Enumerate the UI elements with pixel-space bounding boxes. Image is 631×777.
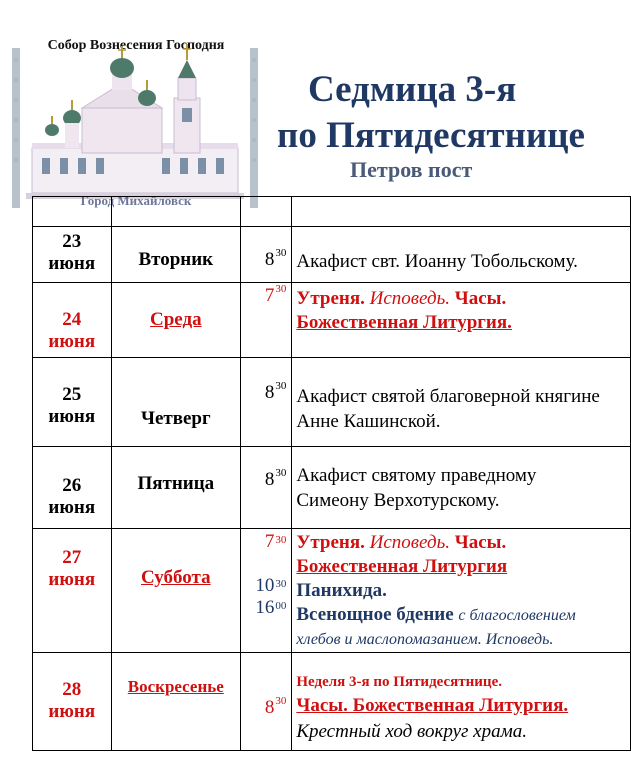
time-minutes: 30 bbox=[275, 695, 287, 707]
time-hour: 16 bbox=[255, 597, 275, 618]
event-line: Анне Кашинской. bbox=[296, 411, 441, 432]
event-hours: Часы. bbox=[454, 532, 507, 553]
event-line bbox=[296, 287, 630, 311]
table-row bbox=[33, 529, 631, 653]
event-cell bbox=[292, 529, 631, 653]
event-cell bbox=[292, 227, 631, 283]
day-cell bbox=[111, 529, 240, 653]
table-row bbox=[33, 283, 631, 358]
time-hour: 8 bbox=[264, 469, 275, 490]
event-line bbox=[296, 531, 630, 555]
day-label: Четверг bbox=[141, 408, 211, 429]
date-number: 27 bbox=[62, 547, 82, 568]
date-cell bbox=[33, 358, 112, 447]
time-hour: 10 bbox=[255, 575, 275, 596]
date-number: 25 bbox=[62, 384, 82, 405]
time-value bbox=[241, 531, 291, 553]
time-cell bbox=[241, 283, 292, 358]
event-line: хлебов и маслопомазанием. Исповедь. bbox=[296, 631, 554, 648]
day-label: Вторник bbox=[138, 249, 214, 270]
date-cell bbox=[33, 227, 112, 283]
date-month: июня bbox=[48, 253, 96, 274]
day-cell bbox=[111, 447, 240, 529]
time-cell bbox=[241, 227, 292, 283]
date-month: июня bbox=[48, 569, 96, 590]
time-hour: 7 bbox=[264, 531, 275, 552]
page-title: Седмица 3-я bbox=[308, 69, 517, 110]
date-month: июня bbox=[48, 406, 96, 427]
event-line: Акафист святой благоверной княгине bbox=[296, 386, 600, 407]
time-hour: 8 bbox=[264, 697, 275, 718]
table-row bbox=[33, 653, 631, 751]
table-row bbox=[33, 358, 631, 447]
event-confession: Исповедь. bbox=[369, 288, 450, 309]
event-hours: Часы. bbox=[454, 288, 507, 309]
day-cell bbox=[111, 283, 240, 358]
header-cell bbox=[33, 197, 112, 227]
date-number: 24 bbox=[62, 309, 82, 330]
time-hour: 7 bbox=[264, 285, 275, 306]
day-label: Суббота bbox=[141, 567, 211, 588]
date-number: 28 bbox=[62, 679, 82, 700]
date-cell bbox=[33, 283, 112, 358]
time-value bbox=[241, 285, 291, 307]
time-cell bbox=[241, 447, 292, 529]
day-label: Среда bbox=[150, 309, 202, 330]
event-line: Акафист святому праведному bbox=[296, 465, 537, 486]
date-cell bbox=[33, 447, 112, 529]
event-liturgy: Часы. Божественная Литургия. bbox=[296, 695, 569, 716]
header-cell bbox=[241, 197, 292, 227]
day-label: Воскресенье bbox=[127, 677, 224, 696]
event-cell bbox=[292, 283, 631, 358]
event-vigil-note: с благословением bbox=[458, 607, 576, 624]
event-line: Акафист свт. Иоанну Тобольскому. bbox=[296, 251, 578, 272]
event-matins: Утреня. bbox=[296, 532, 365, 553]
day-cell bbox=[111, 358, 240, 447]
header bbox=[0, 0, 631, 208]
time-hour: 8 bbox=[264, 382, 275, 403]
event-panikhida: Панихида. bbox=[296, 580, 387, 601]
date-cell bbox=[33, 529, 112, 653]
header-cell bbox=[111, 197, 240, 227]
event-cell bbox=[292, 358, 631, 447]
table-header-row bbox=[33, 197, 631, 227]
date-number: 26 bbox=[62, 475, 82, 496]
day-label: Пятница bbox=[137, 473, 215, 494]
time-minutes: 30 bbox=[275, 467, 287, 479]
event-line: Симеону Верхотурскому. bbox=[296, 490, 500, 511]
time-minutes: 30 bbox=[275, 247, 287, 259]
event-procession: Крестный ход вокруг храма. bbox=[296, 721, 527, 742]
event-feast-title: Неделя 3-я по Пятидесятнице. bbox=[296, 674, 502, 690]
event-vigil: Всенощное бдение bbox=[296, 604, 454, 625]
date-month: июня bbox=[48, 701, 96, 722]
header-cell bbox=[292, 197, 631, 227]
event-liturgy: Божественная Литургия. bbox=[296, 312, 512, 333]
time-value bbox=[241, 697, 291, 719]
time-minutes: 30 bbox=[275, 578, 287, 590]
time-value bbox=[241, 249, 291, 271]
time-value bbox=[241, 575, 291, 597]
time-value bbox=[241, 597, 291, 619]
time-value bbox=[241, 469, 291, 491]
time-value bbox=[241, 382, 291, 404]
event-liturgy: Божественная Литургия bbox=[296, 556, 508, 577]
event-matins: Утреня. bbox=[296, 288, 365, 309]
day-cell bbox=[111, 227, 240, 283]
event-confession: Исповедь. bbox=[369, 532, 450, 553]
city-name: Город Михайловск bbox=[80, 193, 192, 208]
table-row bbox=[33, 447, 631, 529]
time-minutes: 00 bbox=[275, 600, 287, 612]
date-number: 23 bbox=[62, 231, 82, 252]
time-hour: 8 bbox=[264, 249, 275, 270]
event-cell bbox=[292, 447, 631, 529]
time-minutes: 30 bbox=[275, 283, 287, 295]
table-row bbox=[33, 227, 631, 283]
event-line bbox=[296, 603, 630, 628]
time-minutes: 30 bbox=[275, 380, 287, 392]
date-cell bbox=[33, 653, 112, 751]
schedule-table bbox=[32, 196, 631, 751]
date-month: июня bbox=[48, 331, 96, 352]
date-month: июня bbox=[48, 497, 96, 518]
cathedral-image bbox=[12, 38, 258, 210]
page-subtitle: Петров пост bbox=[350, 157, 473, 182]
page-title-line2: по Пятидесятнице bbox=[277, 115, 585, 156]
day-cell bbox=[111, 653, 240, 751]
cathedral-name: Собор Вознесения Господня bbox=[47, 38, 225, 53]
time-cell bbox=[241, 529, 292, 653]
time-minutes: 30 bbox=[275, 534, 287, 546]
event-cell bbox=[292, 653, 631, 751]
time-cell bbox=[241, 653, 292, 751]
time-cell bbox=[241, 358, 292, 447]
